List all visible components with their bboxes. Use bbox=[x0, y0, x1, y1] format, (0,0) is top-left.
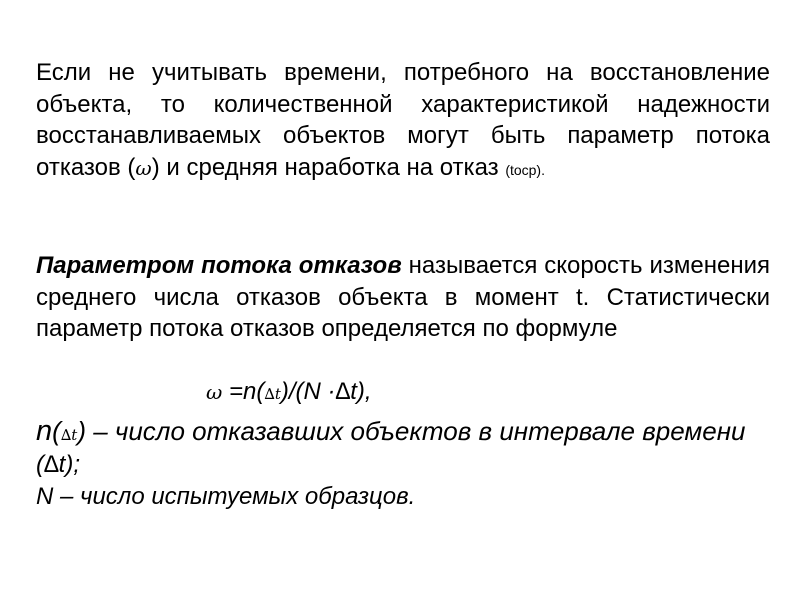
definition-n-line2 bbox=[36, 449, 770, 481]
definition-N bbox=[36, 481, 770, 513]
paragraph1-text: Если не учитывать времени, потребного на восстановление объекта, то количественной характеристикой надежности восстанавливаемых объектов могут быть параметр потока отказов ( bbox=[36, 59, 770, 181]
omega-symbol: ω bbox=[135, 155, 152, 180]
paragraph1-text-after-omega: ) и средняя наработка на отказ bbox=[151, 153, 506, 181]
formula-delta-t: ∆t bbox=[264, 385, 281, 403]
formula-part1: =n( bbox=[222, 378, 265, 405]
n-letter: n bbox=[36, 415, 53, 447]
formula bbox=[206, 376, 800, 411]
definition1-text-line1: ) – число отказавших объектов в интервале времени bbox=[77, 416, 746, 446]
t-mean-symbol: (tоср). bbox=[505, 161, 545, 178]
n-delta-t: ∆t bbox=[60, 426, 78, 444]
definition2-text: N – число испытуемых образцов. bbox=[36, 483, 416, 510]
paragraph-reliability-characteristics bbox=[36, 57, 770, 186]
paragraph2-text: называется скорость изменения среднего числа отказов объекта в момент t. Статистически параметр потока отказов определяется по формуле bbox=[36, 252, 771, 342]
bold-term: Параметром потока отказов bbox=[36, 252, 402, 279]
formula-part2: )/(N ·∆t), bbox=[280, 378, 372, 405]
n-paren-open: ( bbox=[52, 416, 61, 446]
definition-n-line1 bbox=[36, 416, 770, 452]
definition1-text-line2: (∆t); bbox=[36, 451, 81, 478]
formula-omega: ω bbox=[206, 380, 223, 404]
paragraph-failure-flow-definition bbox=[36, 250, 770, 345]
